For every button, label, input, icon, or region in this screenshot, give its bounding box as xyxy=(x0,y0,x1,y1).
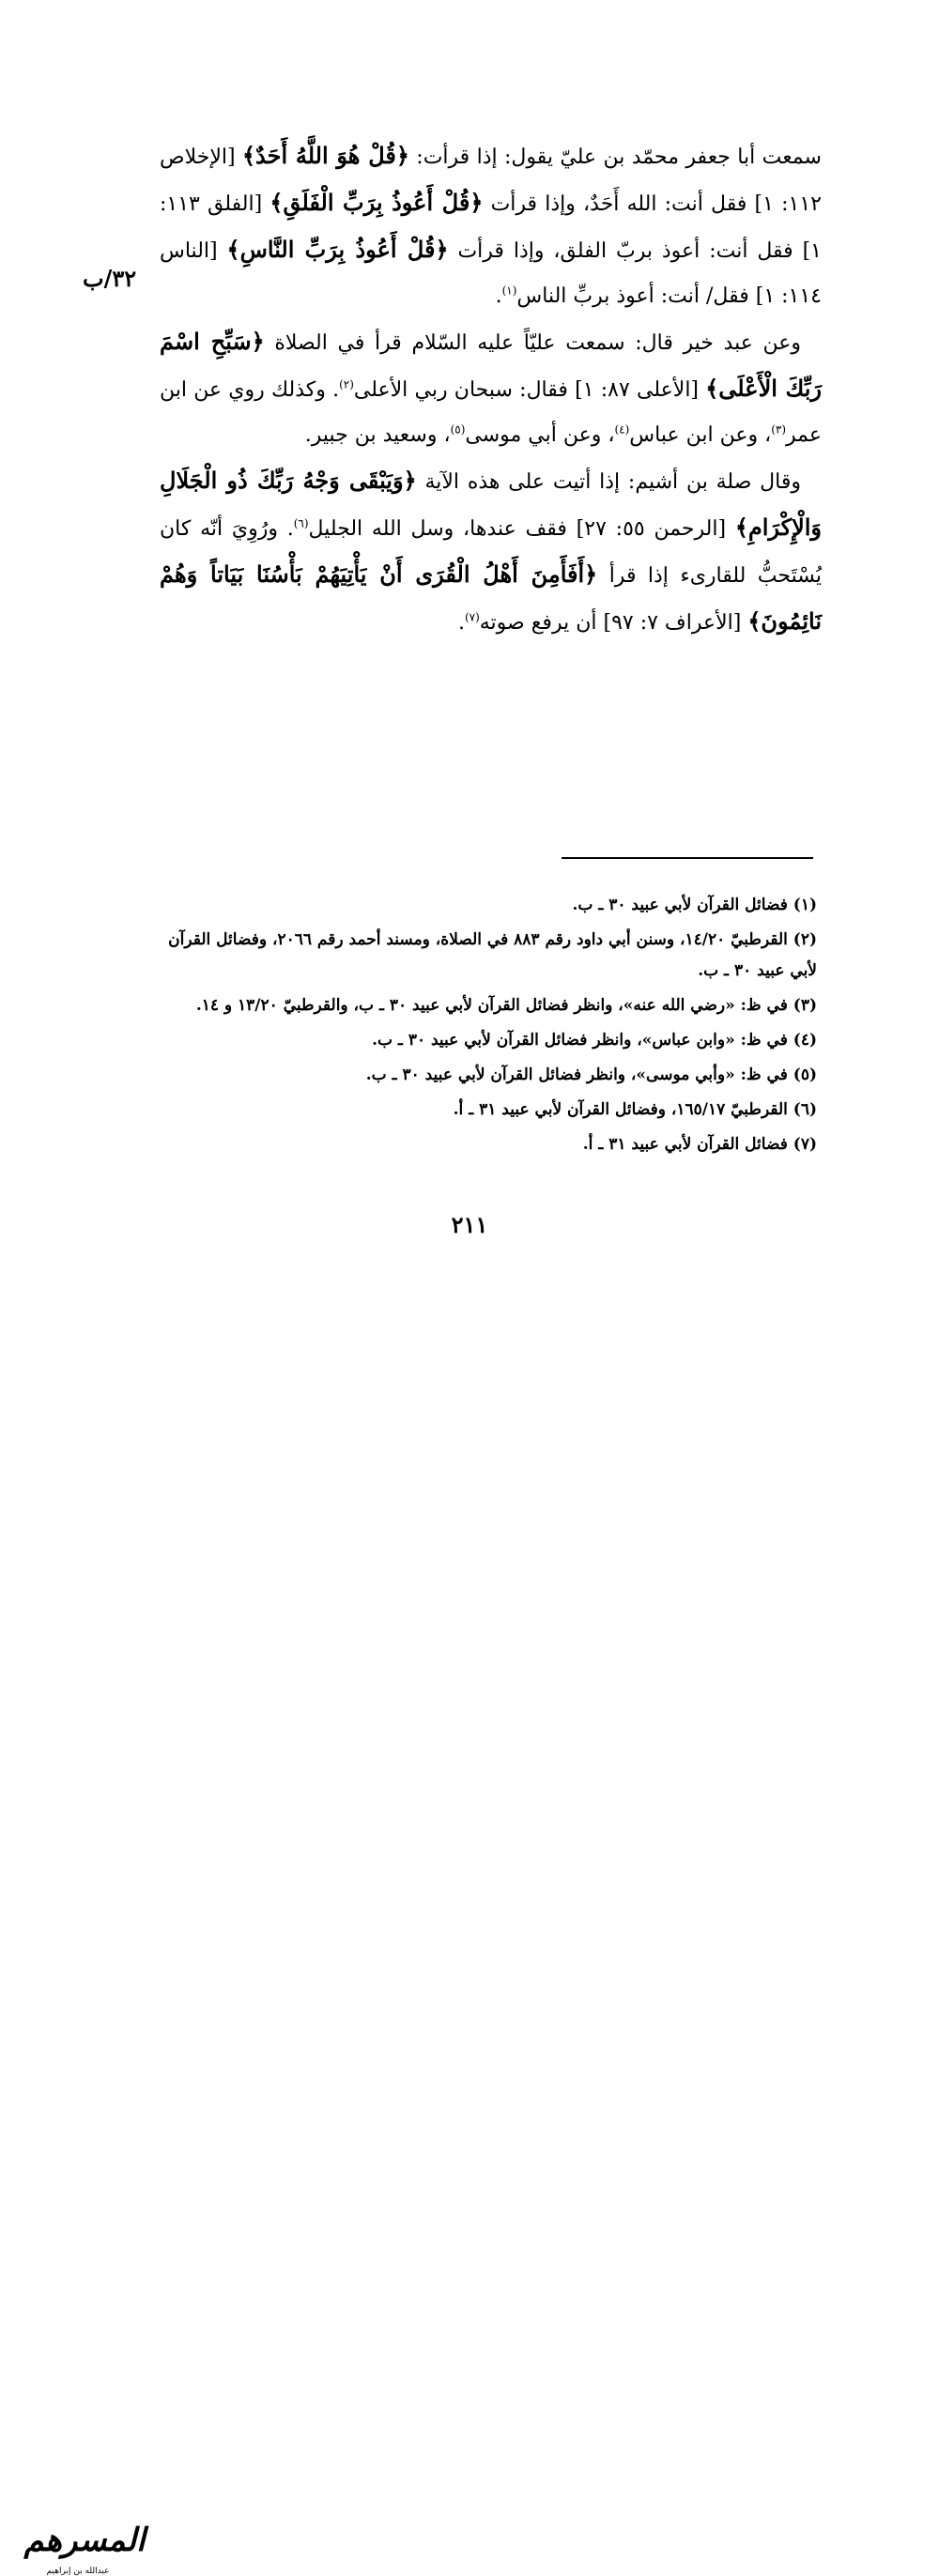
quran-verse: ﴿أَفَأَمِنَ أَهْلُ الْقُرَى أَنْ يَأْتِيَهُمْ بَأْسُنَا بَيَاتاً وَهُمْ نَائِمُونَ﴾ xyxy=(160,560,822,635)
footnote-2: (٢) القرطبيّ ١٤/٢٠، وسنن أبي داود رقم ٨٨٣ في الصلاة، ومسند أحمد رقم ٢٠٦٦، وفضائل القرآن لأبي عبيد ٣٠ ـ ب. xyxy=(168,930,817,980)
main-text xyxy=(160,133,822,646)
watermark-logo-text: المسرهم xyxy=(23,2522,146,2559)
quran-verse: ﴿وَيَبْقَى وَجْهُ رَبِّكَ ذُو الْجَلَالِ وَالْإِكْرَامِ﴾ xyxy=(160,467,823,541)
footnote-separator xyxy=(562,857,813,859)
text-run: [الإخلاص ١١٢: ١] فقل أنت: الله أَحَدٌ، وإذا قرأت xyxy=(160,146,822,216)
paragraph-3 xyxy=(160,458,822,646)
footnote-6: (٦) القرطبيّ ١٦٥/١٧، وفضائل القرآن لأبي عبيد ٣١ ـ أ. xyxy=(453,1100,817,1119)
quran-verse: ﴿قُلْ أَعُوذُ بِرَبِّ الْفَلَقِ﴾ xyxy=(269,189,484,216)
footnote-1: (١) فضائل القرآن لأبي عبيد ٣٠ ـ ب. xyxy=(572,896,817,914)
footnote-4: (٤) في ظ: «وابن عباس»، وانظر فضائل القرآن لأبي عبيد ٣٠ ـ ب. xyxy=(372,1031,817,1050)
text-run: [الأعراف ٧: ٩٧] أن يرفع صوته xyxy=(479,611,748,635)
footnote-ref: (٢) xyxy=(339,377,354,391)
footnote-ref: (١) xyxy=(501,284,517,298)
text-run: وعن عبد خير قال: سمعت عليّاً عليه السّلام قرأ في الصلاة xyxy=(264,331,801,355)
paragraph-2 xyxy=(160,319,822,458)
text-run: سمعت أبا جعفر محمّد بن عليّ يقول: إذا قرأت: xyxy=(408,146,822,169)
text-run: [الأعلى ٨٧: ١] فقال: سبحان ربي الأعلى xyxy=(353,378,706,402)
footnotes xyxy=(160,890,817,1164)
text-run: . ورُوِيَ أنّه كان يُسْتَحبُّ للقارىء إذا قرأ xyxy=(160,517,822,588)
text-run: ، وسعيد بن جبير. xyxy=(304,423,451,447)
text-run: ، وعن أبي موسى xyxy=(465,423,615,447)
watermark-logo-subtext: عبدالله بن إبراهيم xyxy=(46,2567,110,2576)
text-run: [الناس ١١٤: ١] فقل/ أنت: أعوذ بربِّ الناس xyxy=(160,239,822,308)
footnote-ref: (٥) xyxy=(450,422,466,437)
footnote-ref: (٣) xyxy=(771,422,787,437)
footnote-ref: (٧) xyxy=(464,610,480,624)
quran-verse: ﴿قُلْ أَعُوذُ بِرَبِّ النَّاسِ﴾ xyxy=(226,236,449,263)
text-run: . xyxy=(457,611,465,635)
footnote-ref: (٤) xyxy=(614,422,630,437)
footnote-ref: (٦) xyxy=(293,516,309,530)
footnote-3: (٣) في ظ: «رضي الله عنه»، وانظر فضائل القرآن لأبي عبيد ٣٠ ـ ب، والقرطبيّ ١٣/٢٠ و ١٤. xyxy=(195,996,817,1015)
text-run: ، وعن ابن عباس xyxy=(629,423,772,447)
footnote-7: (٧) فضائل القرآن لأبي عبيد ٣١ ـ أ. xyxy=(582,1135,817,1154)
text-run: [الرحمن ٥٥: ٢٧] فقف عندها، وسل الله الجليل xyxy=(308,517,735,541)
quran-verse: ﴿قُلْ هُوَ اللَّهُ أَحَدٌ﴾ xyxy=(241,142,409,169)
quran-verse: ﴿سَبِّحِ اسْمَ رَبِّكَ الْأَعْلَى﴾ xyxy=(160,328,822,402)
manuscript-folio-marker: ٣٢/ب xyxy=(83,265,137,292)
footnote-5: (٥) في ظ: «وأبي موسى»، وانظر فضائل القرآن لأبي عبيد ٣٠ ـ ب. xyxy=(365,1066,817,1084)
text-run: . xyxy=(495,284,502,308)
text-run: وقال صلة بن أشيم: إذا أتيت على هذه الآية xyxy=(416,470,802,494)
paragraph-1 xyxy=(160,133,822,319)
text-run: [الفلق ١١٣: ١] فقل أنت: أعوذ بربّ الفلق، وإذا قرأت xyxy=(160,192,822,263)
text-run: . وكذلك روي عن ابن عمر xyxy=(160,378,822,447)
page-number: ٢١١ xyxy=(451,1211,488,1238)
watermark-logo xyxy=(9,1256,150,2576)
